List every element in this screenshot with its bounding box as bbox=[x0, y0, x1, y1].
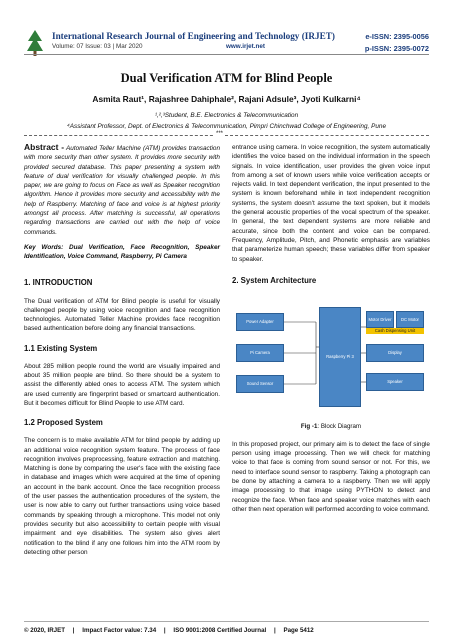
speaker-block: Speaker bbox=[366, 373, 424, 391]
raspberry-pi-block: Raspberry Pi 3 bbox=[319, 307, 361, 407]
footer-page-number: Page 5412 bbox=[283, 627, 314, 634]
sound-sensor-block: Sound Sensor bbox=[236, 375, 284, 393]
intro-text: The Dual verification of ATM for Blind people is useful for visually challenged people by using voice recognition and face recognition technologies. Automated Teller Machine provides face recognition based authentication before doing any financial transactions. bbox=[24, 297, 220, 333]
abstract-heading: Abstract - bbox=[24, 142, 65, 152]
power-adapter-block: Power Adapter bbox=[236, 313, 284, 331]
page-footer: © 2020, IRJET | Impact Factor value: 7.34 | ISO 9001:2008 Certified Journal | Page 5412 bbox=[24, 627, 314, 634]
figure-caption-text: : Block Diagram bbox=[317, 422, 362, 430]
proposed-project-text: In this proposed project, our primary aim is to detect the face of single person using image processing. Then we will check for matching voice to that face is coming from sound sensor or not. For this, we need to interface sound sensor to raspberry. Taking a photograph can be done by attaching a camera to a raspberry. Then we will apply image processing to that image using PYTHON to detect and recognize the face. When face and speaker voice matches with each other then next operation will performed according to voice command. bbox=[232, 440, 430, 513]
footer-impact-factor: Impact Factor value: 7.34 bbox=[82, 627, 157, 634]
footer-rule bbox=[24, 621, 429, 622]
journal-website[interactable]: www.irjet.net bbox=[226, 43, 265, 50]
journal-name: International Research Journal of Engineering and Technology (IRJET) bbox=[52, 31, 335, 41]
left-column bbox=[24, 143, 220, 557]
abstract-text: Automated Teller Machine (ATM) provides transaction with more security than other system. It provides more security with provided secured database. This paper presenting a system with feature of dual verification for visually challenged people. In this paper, we are going to focus on Face as well as Speaker recognition algorithm. Hence it provides more security and accessibility with the help of Raspberry. Matching of face and voice is at highest priority amongst all process. After matching is successful, all operations regarding transactions are carried out with the help of voice commands. bbox=[24, 145, 220, 236]
header-rule bbox=[24, 54, 429, 55]
intro-heading: 1. INTRODUCTION bbox=[24, 277, 93, 287]
proposed-system-heading: 1.2 Proposed System bbox=[24, 418, 103, 428]
keywords: Key Words: Dual Verification, Face Recognition, Speaker Identification, Voice Command, Raspberry, Pi Camera bbox=[24, 243, 220, 261]
block-diagram bbox=[236, 307, 426, 419]
voice-recognition-text: entrance using camera. In voice recognition, the system automatically identifies the voice based on the individual information in the speech signals. In voice identification, user provides the given voice input from among a set of known users while voice verification accepts or rejects valid. In text dependent verification, the input presented to the system is known beforehand while in text independent recognition systems, the system doesn't assume the text spoken, but it models the general acoustic properties of the vocal spectrum of the speaker. In general, the text dependent systems are more reliable and accurate, since both the content and voice can be compared. Frequency, Amplitude, Pitch, and Phonetic emphasis are variables that parameterize human speech; these variables differ from speaker to speaker. bbox=[232, 144, 430, 263]
irjet-logo-icon bbox=[24, 29, 46, 57]
motor-driver-block: Motor Driver bbox=[366, 311, 394, 328]
existing-system-text: About 285 million people round the world are visually impaired and about 35 million people are blind. So there should be a system to assist the differently abled ones to access ATM. The system which are used currently are fingerprint based or smartcard authentication. But it becomes difficult for Blind People to use ATM card. bbox=[24, 362, 220, 407]
eissn: e-ISSN: 2395-0056 bbox=[365, 32, 429, 41]
abstract bbox=[24, 143, 220, 237]
pissn: p-ISSN: 2395-0072 bbox=[364, 44, 429, 53]
paper-title: Dual Verification ATM for Blind People bbox=[120, 71, 333, 85]
affiliation-students: ¹,²,³Student, B.E. Electronics & Telecommunication bbox=[154, 112, 299, 119]
separator-stars: *** bbox=[216, 131, 224, 137]
dc-motor-block: DC Motor bbox=[396, 311, 424, 328]
section-separator bbox=[24, 135, 429, 136]
proposed-system-text: The concern is to make available ATM for blind people by adding up an additional voice recognition system feature. The process of face recognition involves preprocessing, feature extraction and matching. Matching is done by comparing the user's face with the existing face in database and images which were acquired at the time of opening an account in the bank account. Once the face recognition process of the user passes the authentication procedures of the system, the user is now able to carry out further transactions using voice based commands by speaking through a microphone. This model not only provides security but also accessibility to certain people with visual impairment and eye disabilities. The system also gives alert notification to the blind if any one follows him into the ATM room by detecting other person bbox=[24, 437, 220, 556]
footer-copyright: © 2020, IRJET bbox=[24, 627, 66, 634]
affiliation-professor: ⁴Assistant Professor, Dept. of Electronics & Telecommunication, Pimpri Chinchwad College of Engineering, Pune bbox=[66, 123, 387, 130]
figure-caption bbox=[232, 423, 430, 430]
footer-iso: ISO 9001:2008 Certified Journal bbox=[173, 627, 267, 634]
architecture-heading: 2. System Architecture bbox=[232, 275, 317, 285]
pi-camera-block: Pi Camera bbox=[236, 344, 284, 362]
right-column bbox=[232, 143, 430, 514]
journal-header bbox=[0, 0, 453, 66]
existing-system-heading: 1.1 Existing System bbox=[24, 343, 98, 353]
figure-label: Fig -1 bbox=[300, 422, 318, 430]
volume-info: Volume: 07 Issue: 03 | Mar 2020 bbox=[52, 43, 143, 50]
authors: Asmita Raut¹, Rajashree Dahiphale², Rajani Adsule³, Jyoti Kulkarni⁴ bbox=[92, 94, 361, 104]
cash-dispensing-block: Cash Dispensing Unit bbox=[366, 328, 424, 334]
display-block: Display bbox=[366, 344, 424, 362]
